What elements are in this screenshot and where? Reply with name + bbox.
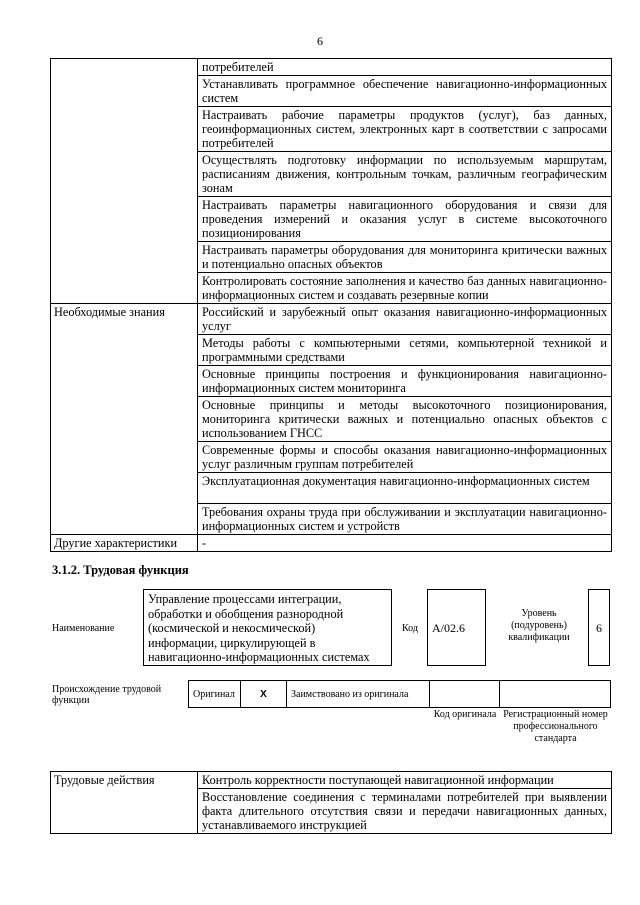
section-title: 3.1.2. Трудовая функция bbox=[52, 563, 189, 577]
skill-item: Контролировать состояние заполнения и качество баз данных навигационно-информационных систем и создавать резервные копии bbox=[198, 273, 612, 304]
table-row bbox=[189, 681, 611, 708]
knowledge-item: Основные принципы построения и функционирования навигационно-информационных систем мониторинга bbox=[198, 366, 612, 397]
knowledge-item: Российский и зарубежный опыт оказания навигационно-информационных услуг bbox=[198, 304, 612, 335]
skill-item: Настраивать параметры навигационного оборудования и связи для проведения измерений и оказания услуг в системе высокоточного позиционирования bbox=[198, 197, 612, 242]
skill-item: Настраивать параметры оборудования для мониторинга критически важных и потенциально опасных объектов bbox=[198, 242, 612, 273]
table-row bbox=[51, 772, 612, 789]
other-label: Другие характеристики bbox=[51, 535, 198, 552]
reg-number-label: Регистрационный номер профессионального стандарта bbox=[503, 709, 608, 744]
original-mark: X bbox=[241, 681, 287, 708]
knowledge-item: Эксплуатационная документация навигационно-информационных систем bbox=[198, 473, 612, 504]
code-value: A/02.6 bbox=[427, 589, 486, 666]
knowledge-item: Современные формы и способы оказания навигационно-информационных услуг различным группам потребителей bbox=[198, 442, 612, 473]
actions-label: Трудовые действия bbox=[51, 772, 198, 834]
function-name-value: Управление процессами интеграции, обработки и обобщения разнородной (космической и некосмической) информации, циркулирующей в навигационно-информационных системах bbox=[143, 589, 392, 666]
function-name-label: Наименование bbox=[52, 623, 115, 634]
reg-number-cell bbox=[500, 681, 611, 708]
skill-item: Устанавливать программное обеспечение навигационно-информационных систем bbox=[198, 76, 612, 107]
skill-item: Осуществлять подготовку информации по используемым маршрутам, расписаниям движения, контрольным точкам, различным географическим зонам bbox=[198, 152, 612, 197]
code-original-label: Код оригинала bbox=[433, 709, 497, 720]
origin-table bbox=[188, 680, 611, 708]
original-label: Оригинал bbox=[189, 681, 241, 708]
skill-item: Настраивать рабочие параметры продуктов (услуг), баз данных, геоинформационных систем, электронных карт в соответствии с запросами потребителей bbox=[198, 107, 612, 152]
qualification-level-value: 6 bbox=[588, 589, 610, 666]
table-row bbox=[51, 59, 612, 76]
action-item: Контроль корректности поступающей навигационной информации bbox=[198, 772, 612, 789]
qualification-level-label: Уровень (подуровень) квалификации bbox=[508, 608, 570, 643]
skill-item: потребителей bbox=[198, 59, 612, 76]
knowledge-item: Основные принципы и методы высокоточного позиционирования, мониторинга критически важных и потенциально опасных объектов с использованием ГНСС bbox=[198, 397, 612, 442]
action-item: Восстановление соединения с терминалами потребителей при выявлении факта длительного отсутствия связи и передачи навигационных данных, устанавливаемого инструкцией bbox=[198, 789, 612, 834]
knowledge-item: Методы работы с компьютерными сетями, компьютерной техникой и программными средствами bbox=[198, 335, 612, 366]
other-value: - bbox=[198, 535, 612, 552]
borrowed-label: Заимствовано из оригинала bbox=[287, 681, 430, 708]
knowledge-item: Требования охраны труда при обслуживании и эксплуатации навигационно-информационных систем и устройств bbox=[198, 504, 612, 535]
table-row bbox=[51, 304, 612, 335]
origin-label: Происхождение трудовой функции bbox=[52, 684, 162, 706]
actions-table bbox=[50, 771, 612, 834]
code-original-cell bbox=[430, 681, 500, 708]
page-number: 6 bbox=[317, 34, 323, 48]
knowledge-label: Необходимые знания bbox=[51, 304, 198, 535]
skills-knowledge-table bbox=[50, 58, 612, 552]
code-label: Код bbox=[402, 623, 418, 634]
skills-label-cell bbox=[51, 59, 198, 304]
table-row bbox=[51, 535, 612, 552]
